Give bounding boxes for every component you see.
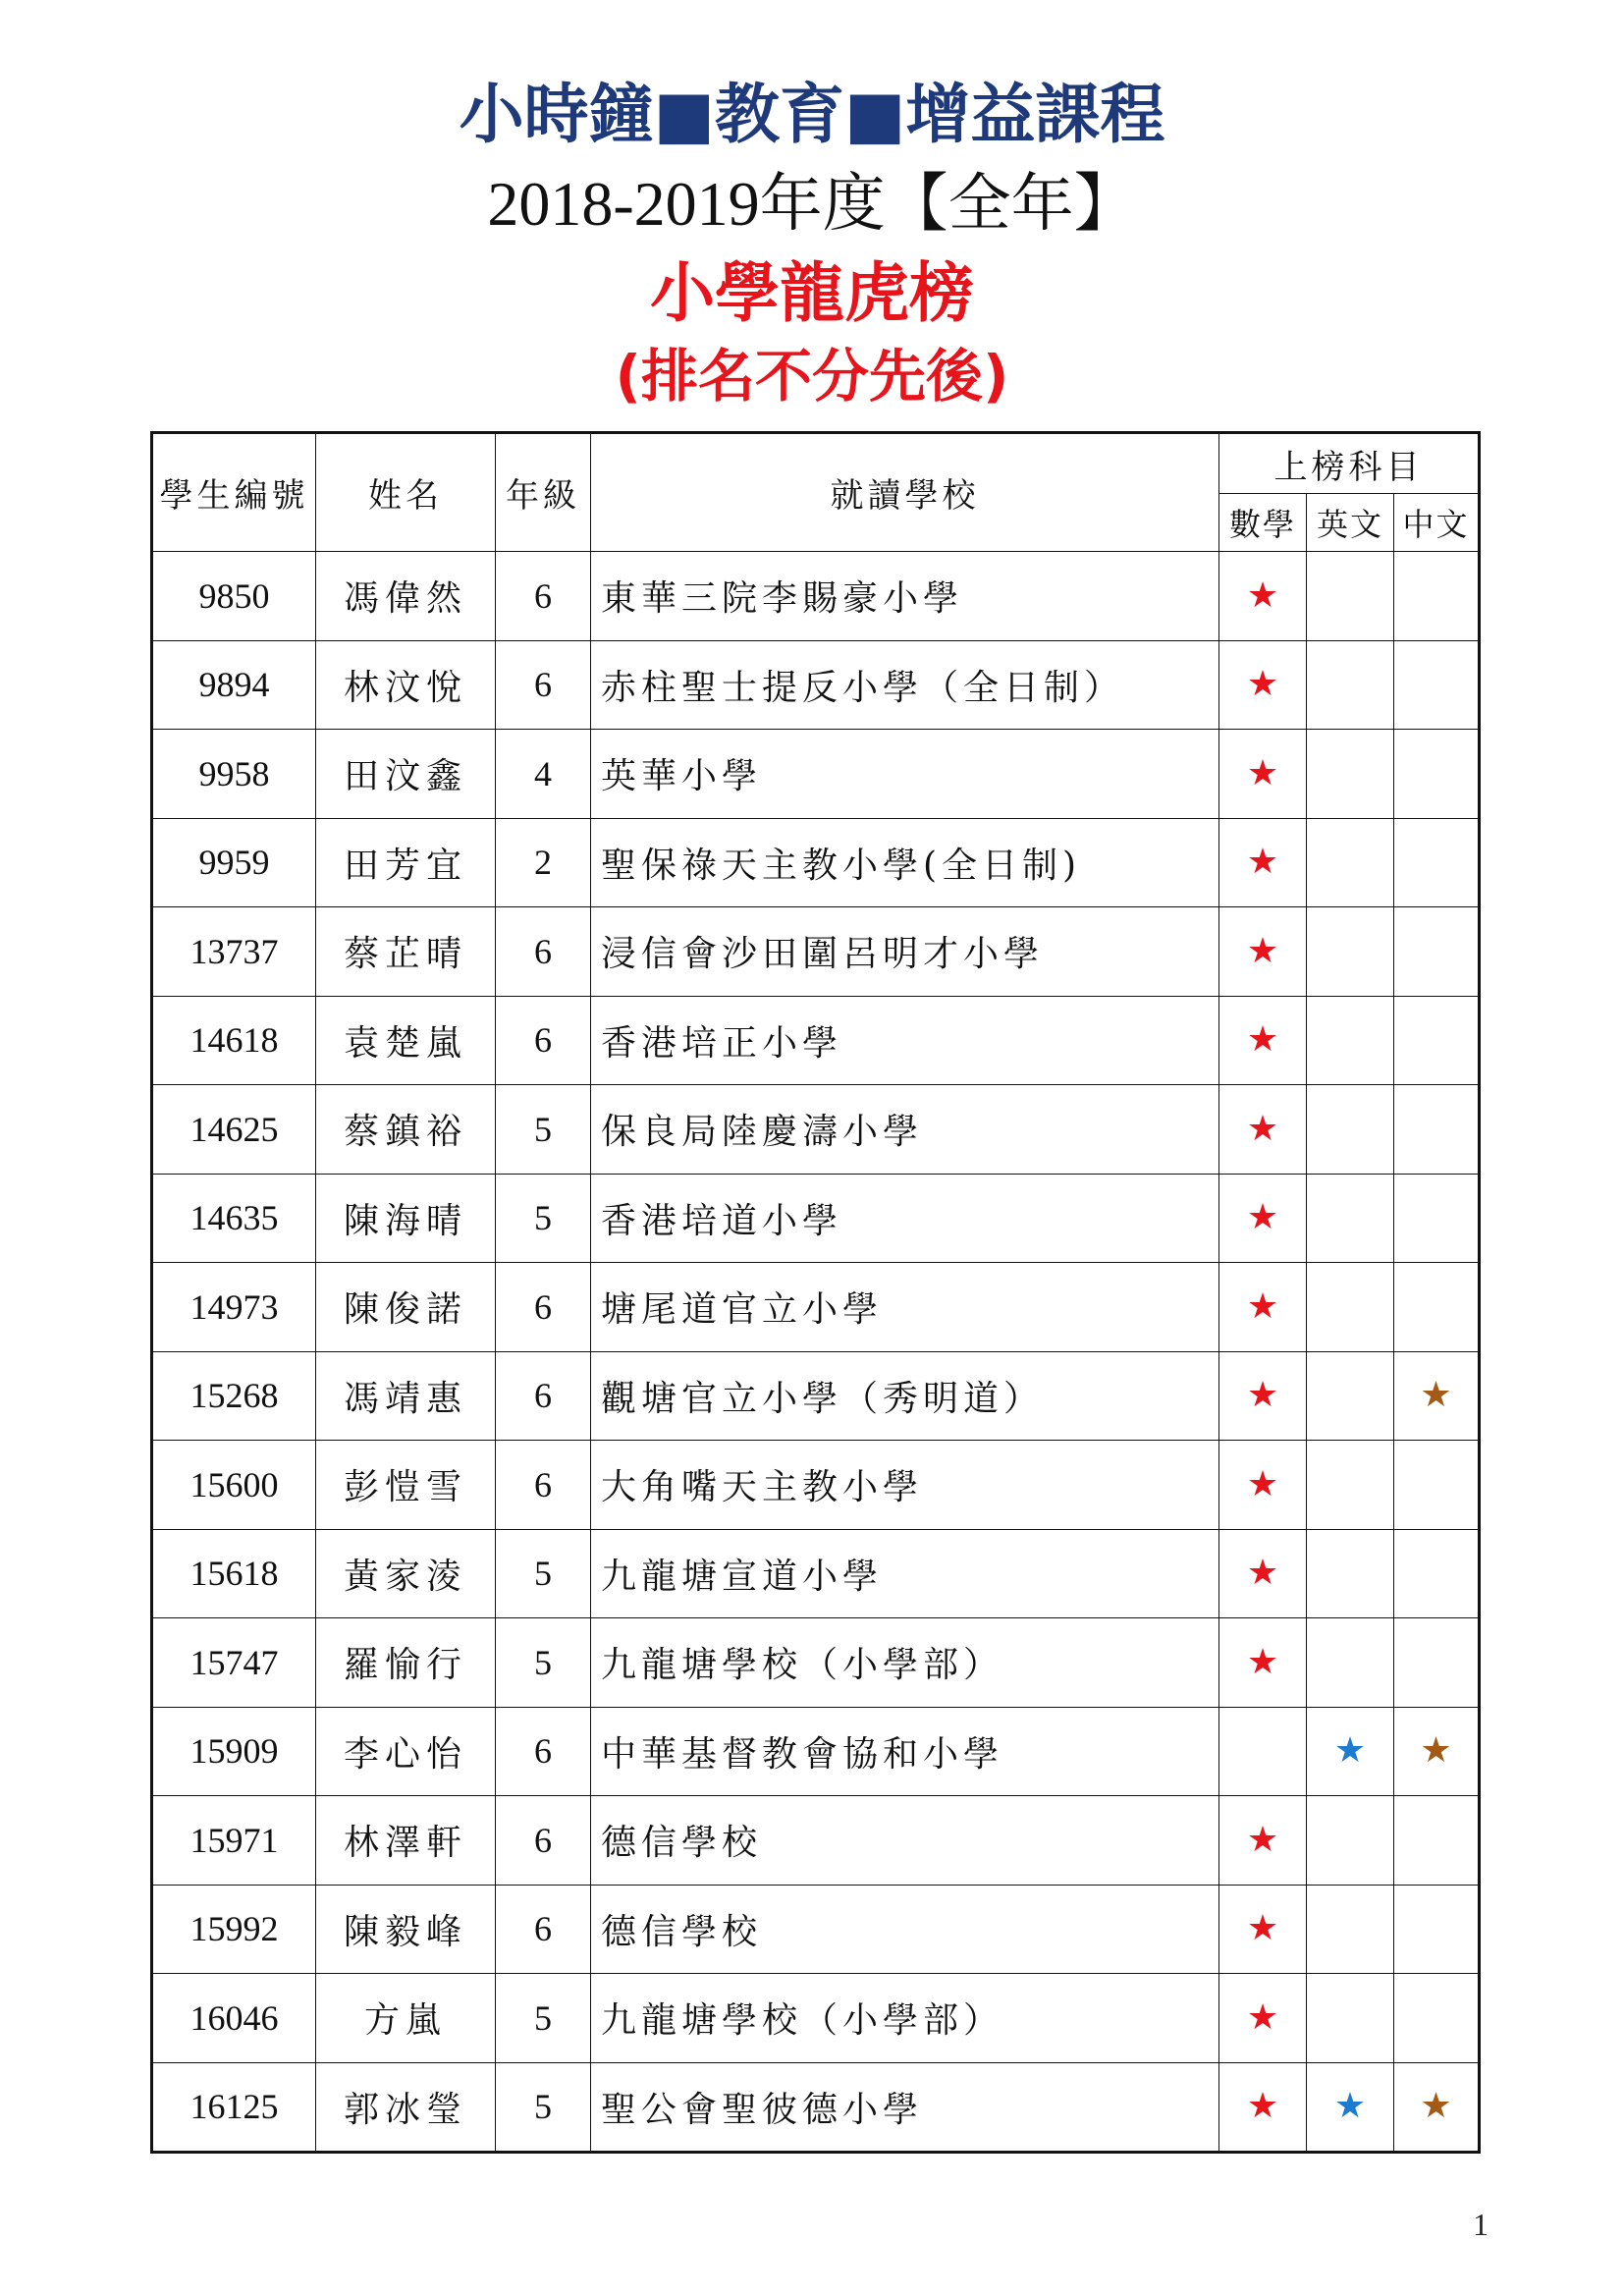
math-cell [1219, 1885, 1307, 1974]
table-row [152, 1974, 1480, 2063]
chinese-cell [1394, 552, 1480, 641]
grade-cell: 6 [496, 1885, 591, 1974]
math-cell [1219, 1263, 1307, 1352]
english-cell [1307, 730, 1394, 819]
student-name-cell: 田芳宜 [316, 818, 496, 907]
math-star-icon: ★ [1246, 1375, 1279, 1416]
math-star-icon: ★ [1246, 1019, 1279, 1061]
english-cell [1307, 1974, 1394, 2063]
english-star-icon: ★ [1333, 2086, 1367, 2127]
table-row [152, 1707, 1480, 1796]
chinese-star-icon: ★ [1420, 1730, 1452, 1772]
english-cell [1307, 1263, 1394, 1352]
english-cell [1307, 1174, 1394, 1263]
grade-cell: 5 [496, 1618, 591, 1708]
student-name-cell: 陳俊諾 [316, 1263, 496, 1352]
math-cell [1219, 1796, 1307, 1886]
english-cell [1307, 1707, 1394, 1796]
english-cell [1307, 1085, 1394, 1175]
grade-cell: 5 [496, 1174, 591, 1263]
grade-cell: 5 [496, 1529, 591, 1618]
english-cell [1307, 2062, 1394, 2153]
table-row [152, 996, 1480, 1085]
school-cell: 英華小學 [591, 730, 1219, 819]
student-name-cell: 羅愉行 [316, 1618, 496, 1708]
grade-cell: 6 [496, 1351, 591, 1441]
header-name: 姓名 [316, 433, 496, 552]
table-row [152, 1529, 1480, 1618]
school-cell: 浸信會沙田圍呂明才小學 [591, 907, 1219, 997]
student-name-cell: 陳海晴 [316, 1174, 496, 1263]
table-body [152, 552, 1480, 2153]
student-id-cell: 14635 [152, 1174, 316, 1263]
table-row [152, 552, 1480, 641]
student-id-cell: 15600 [152, 1441, 316, 1530]
grade-cell: 4 [496, 730, 591, 819]
grade-cell: 6 [496, 640, 591, 730]
page-number: 1 [1473, 2207, 1489, 2242]
school-cell: 九龍塘學校（小學部） [591, 1974, 1219, 2063]
chinese-cell [1394, 996, 1480, 1085]
math-cell [1219, 1529, 1307, 1618]
table-row [152, 1796, 1480, 1886]
table-row [152, 1174, 1480, 1263]
student-name-cell: 蔡鎮裕 [316, 1085, 496, 1175]
chinese-cell [1394, 1796, 1480, 1886]
header-chinese: 中文 [1394, 494, 1480, 552]
student-id-cell: 15909 [152, 1707, 316, 1796]
math-star-icon: ★ [1246, 574, 1279, 616]
chinese-cell [1394, 1174, 1480, 1263]
math-star-icon: ★ [1246, 930, 1279, 971]
english-cell [1307, 1351, 1394, 1441]
school-cell: 九龍塘學校（小學部） [591, 1618, 1219, 1708]
student-name-cell: 陳毅峰 [316, 1885, 496, 1974]
school-cell: 中華基督教會協和小學 [591, 1707, 1219, 1796]
math-star-icon: ★ [1246, 664, 1279, 705]
english-cell [1307, 1618, 1394, 1708]
math-cell [1219, 730, 1307, 819]
table-row [152, 640, 1480, 730]
chinese-cell [1394, 1618, 1480, 1708]
year-label: 年度【全年】 [759, 168, 1137, 241]
student-id-cell: 9850 [152, 552, 316, 641]
student-name-cell: 袁楚嵐 [316, 996, 496, 1085]
math-cell [1219, 2062, 1307, 2153]
math-cell [1219, 996, 1307, 1085]
math-star-icon: ★ [1246, 1908, 1279, 1949]
english-cell [1307, 907, 1394, 997]
math-cell [1219, 1974, 1307, 2063]
math-star-icon: ★ [1246, 1641, 1279, 1682]
year-range: 2018-2019 [487, 169, 760, 239]
english-cell [1307, 1441, 1394, 1530]
ranking-note: (排名不分先後) [615, 343, 1009, 410]
math-star-icon: ★ [1246, 1197, 1279, 1238]
math-star-icon: ★ [1246, 1108, 1279, 1149]
math-cell [1219, 1085, 1307, 1175]
header-student-id: 學生編號 [152, 433, 316, 552]
school-cell: 德信學校 [591, 1796, 1219, 1886]
table-row [152, 1885, 1480, 1974]
student-id-cell: 9958 [152, 730, 316, 819]
chinese-cell [1394, 730, 1480, 819]
chinese-cell [1394, 1263, 1480, 1352]
student-name-cell: 彭愷雪 [316, 1441, 496, 1530]
table-row [152, 1618, 1480, 1708]
chinese-cell [1394, 818, 1480, 907]
student-id-cell: 14625 [152, 1085, 316, 1175]
school-cell: 保良局陸慶濤小學 [591, 1085, 1219, 1175]
english-cell [1307, 818, 1394, 907]
chinese-star-icon: ★ [1420, 1375, 1452, 1416]
math-cell [1219, 1707, 1307, 1796]
grade-cell: 5 [496, 2062, 591, 2153]
grade-cell: 5 [496, 1085, 591, 1175]
table-row [152, 1085, 1480, 1175]
student-name-cell: 李心怡 [316, 1707, 496, 1796]
grade-cell: 6 [496, 996, 591, 1085]
grade-cell: 6 [496, 1441, 591, 1530]
math-cell [1219, 907, 1307, 997]
math-cell [1219, 552, 1307, 641]
chinese-cell [1394, 1707, 1480, 1796]
english-cell [1307, 552, 1394, 641]
student-name-cell: 馮偉然 [316, 552, 496, 641]
student-name-cell: 田汶鑫 [316, 730, 496, 819]
honor-roll-table [150, 431, 1481, 2154]
student-name-cell: 黃家淩 [316, 1529, 496, 1618]
math-star-icon: ★ [1246, 1819, 1279, 1860]
english-cell [1307, 640, 1394, 730]
school-cell: 聖保祿天主教小學(全日制) [591, 818, 1219, 907]
english-cell [1307, 1529, 1394, 1618]
table-row [152, 1351, 1480, 1441]
grade-cell: 6 [496, 1707, 591, 1796]
math-star-icon: ★ [1246, 1553, 1279, 1594]
student-id-cell: 13737 [152, 907, 316, 997]
chinese-cell [1394, 1441, 1480, 1530]
school-cell: 聖公會聖彼德小學 [591, 2062, 1219, 2153]
table-row [152, 730, 1480, 819]
school-cell: 九龍塘宣道小學 [591, 1529, 1219, 1618]
header-math: 數學 [1219, 494, 1307, 552]
math-star-icon: ★ [1246, 842, 1279, 883]
student-id-cell: 15747 [152, 1618, 316, 1708]
math-cell [1219, 818, 1307, 907]
math-cell [1219, 1618, 1307, 1708]
math-cell [1219, 1351, 1307, 1441]
student-id-cell: 15992 [152, 1885, 316, 1974]
table-row [152, 2062, 1480, 2153]
student-id-cell: 14618 [152, 996, 316, 1085]
student-id-cell: 15268 [152, 1351, 316, 1441]
math-star-icon: ★ [1246, 752, 1279, 793]
school-cell: 塘尾道官立小學 [591, 1263, 1219, 1352]
grade-cell: 6 [496, 1263, 591, 1352]
student-name-cell: 林澤軒 [316, 1796, 496, 1886]
student-id-cell: 9959 [152, 818, 316, 907]
header-grade: 年級 [496, 433, 591, 552]
math-cell [1219, 640, 1307, 730]
table-row [152, 1441, 1480, 1530]
table-row [152, 1263, 1480, 1352]
english-star-icon: ★ [1333, 1730, 1367, 1772]
chinese-star-icon: ★ [1420, 2086, 1452, 2127]
student-name-cell: 郭冰瑩 [316, 2062, 496, 2153]
school-cell: 東華三院李賜豪小學 [591, 552, 1219, 641]
math-star-icon: ★ [1246, 1996, 1279, 2038]
english-cell [1307, 996, 1394, 1085]
student-id-cell: 16046 [152, 1974, 316, 2063]
chinese-cell [1394, 1974, 1480, 2063]
header-english: 英文 [1307, 494, 1394, 552]
student-name-cell: 馮靖惠 [316, 1351, 496, 1441]
chinese-cell [1394, 1351, 1480, 1441]
school-cell: 赤柱聖士提反小學（全日制） [591, 640, 1219, 730]
school-cell: 觀塘官立小學（秀明道） [591, 1351, 1219, 1441]
math-star-icon: ★ [1246, 1285, 1279, 1327]
school-cell: 香港培道小學 [591, 1174, 1219, 1263]
grade-cell: 5 [496, 1974, 591, 2063]
header-school: 就讀學校 [591, 433, 1219, 552]
header-subjects: 上榜科目 [1219, 433, 1480, 494]
student-id-cell: 15971 [152, 1796, 316, 1886]
math-cell [1219, 1441, 1307, 1530]
student-id-cell: 16125 [152, 2062, 316, 2153]
student-name-cell: 方嵐 [316, 1974, 496, 2063]
math-star-icon: ★ [1246, 1463, 1279, 1504]
math-star-icon: ★ [1246, 2086, 1279, 2127]
chinese-cell [1394, 907, 1480, 997]
student-id-cell: 9894 [152, 640, 316, 730]
course-title: 小時鐘■教育■增益課程 [459, 77, 1165, 152]
grade-cell: 6 [496, 907, 591, 997]
list-title: 小學龍虎榜 [650, 255, 974, 331]
table-row [152, 818, 1480, 907]
english-cell [1307, 1885, 1394, 1974]
school-cell: 香港培正小學 [591, 996, 1219, 1085]
chinese-cell [1394, 1885, 1480, 1974]
grade-cell: 2 [496, 818, 591, 907]
grade-cell: 6 [496, 1796, 591, 1886]
student-name-cell: 蔡芷晴 [316, 907, 496, 997]
math-cell [1219, 1174, 1307, 1263]
chinese-cell [1394, 1529, 1480, 1618]
year-title [0, 162, 1624, 246]
grade-cell: 6 [496, 552, 591, 641]
chinese-cell [1394, 640, 1480, 730]
table-row [152, 907, 1480, 997]
english-cell [1307, 1796, 1394, 1886]
school-cell: 德信學校 [591, 1885, 1219, 1974]
student-name-cell: 林汶悅 [316, 640, 496, 730]
chinese-cell [1394, 2062, 1480, 2153]
school-cell: 大角嘴天主教小學 [591, 1441, 1219, 1530]
chinese-cell [1394, 1085, 1480, 1175]
student-id-cell: 15618 [152, 1529, 316, 1618]
student-id-cell: 14973 [152, 1263, 316, 1352]
